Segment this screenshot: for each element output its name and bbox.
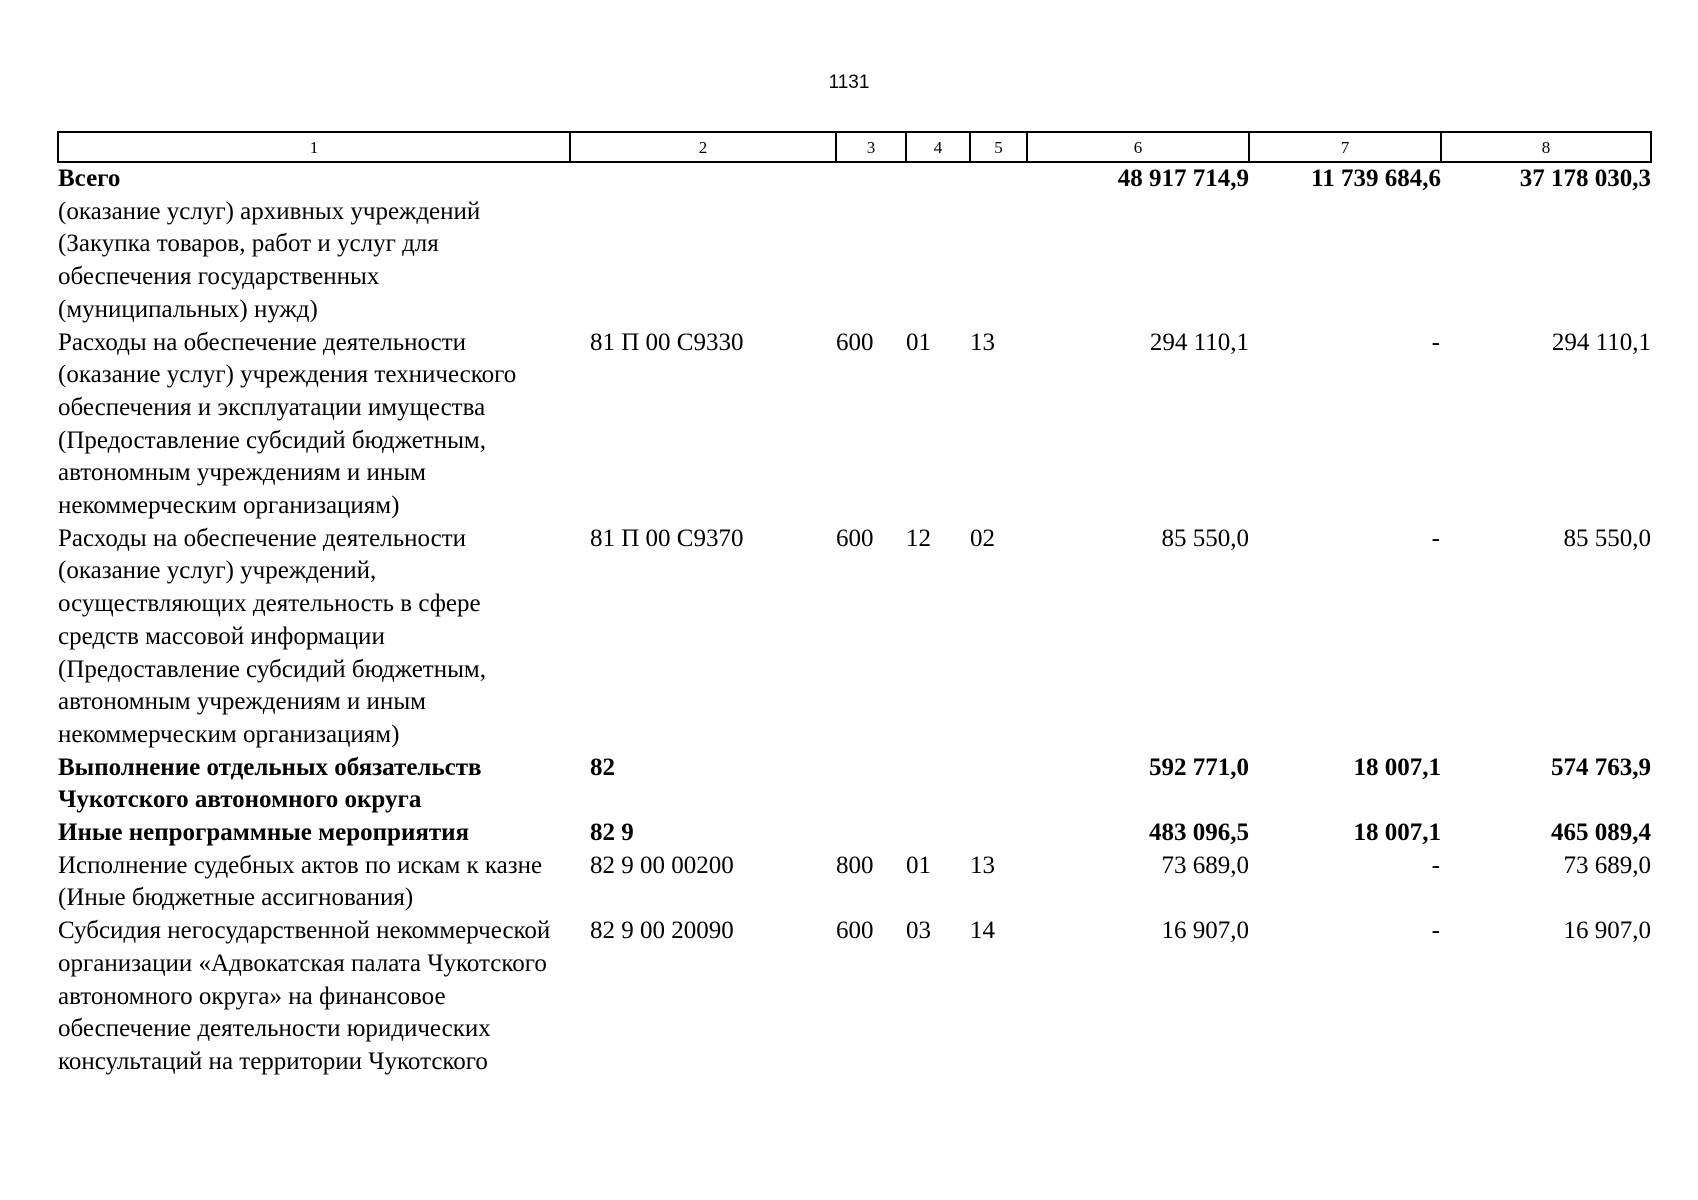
row-col8: 85 550,0 <box>1563 524 1651 552</box>
row-col5 <box>970 162 1027 196</box>
row-col5 <box>970 196 1027 327</box>
table-row <box>58 915 1651 1079</box>
row-col3: 600 <box>836 917 874 945</box>
header-row <box>58 132 1651 162</box>
table-row-section <box>58 752 1651 817</box>
row-col5: 13 <box>970 328 995 356</box>
row-total: 483 096,5 <box>1149 819 1249 847</box>
header-cell-7: 7 <box>1249 132 1441 162</box>
row-col7: 11 739 684,6 <box>1311 165 1441 192</box>
row-col3 <box>836 752 906 817</box>
row-total: 73 689,0 <box>1161 851 1249 879</box>
row-total: 16 907,0 <box>1161 917 1249 945</box>
header-cell-1: 1 <box>58 132 570 162</box>
row-total <box>1027 196 1249 327</box>
row-code: 82 9 <box>590 819 634 847</box>
row-col7: - <box>1431 851 1440 879</box>
row-name: Расходы на обеспечение деятельности (оказание услуг) учреждений, осуществляющих деятельность в сфере средств массовой информации (Предоставление субсидий бюджетным, автономным учреждениям и иным некоммерческим организациям) <box>58 524 486 748</box>
row-name: Исполнение судебных актов по искам к казне (Иные бюджетные ассигнования) <box>58 851 543 912</box>
table-row <box>58 196 1651 327</box>
header-cell-2: 2 <box>570 132 836 162</box>
row-col4 <box>906 752 970 817</box>
row-code <box>570 196 836 327</box>
row-name: Иные непрограммные мероприятия <box>58 819 470 847</box>
row-col8: 73 689,0 <box>1563 851 1651 879</box>
row-total: 85 550,0 <box>1161 524 1249 552</box>
row-col7: - <box>1431 328 1440 356</box>
row-col3 <box>836 196 906 327</box>
row-name: Всего <box>58 165 121 192</box>
row-code: 82 9 00 00200 <box>590 851 734 879</box>
page-number: 1131 <box>828 72 870 93</box>
row-code <box>570 162 836 196</box>
row-col4 <box>906 162 970 196</box>
row-col7: 18 007,1 <box>1353 753 1441 781</box>
row-name: Субсидия негосударственной некоммерческой организации «Адвокатская палата Чукотского автономного округа» на финансовое обеспечение деятельности юридических консультаций на территории Чукотского <box>58 917 551 1075</box>
row-col4 <box>906 817 970 850</box>
row-col8: 574 763,9 <box>1551 753 1651 781</box>
row-col4: 12 <box>906 524 931 552</box>
header-cell-3: 3 <box>836 132 906 162</box>
row-code: 81 П 00 С9330 <box>590 328 744 356</box>
table-row-section <box>58 817 1651 850</box>
row-code: 82 <box>590 753 615 781</box>
row-col5: 13 <box>970 851 995 879</box>
row-col7 <box>1249 196 1441 327</box>
row-col8: 465 089,4 <box>1551 819 1651 847</box>
row-total: 592 771,0 <box>1149 753 1249 781</box>
header-cell-5: 5 <box>970 132 1027 162</box>
table-row <box>58 327 1651 523</box>
row-col5: 14 <box>970 917 995 945</box>
table-header <box>58 132 1651 162</box>
row-code: 81 П 00 С9370 <box>590 524 744 552</box>
row-total: 48 917 714,9 <box>1117 165 1249 192</box>
row-code: 82 9 00 20090 <box>590 917 734 945</box>
row-col5: 02 <box>970 524 995 552</box>
row-col8 <box>1441 196 1651 327</box>
row-col7: - <box>1431 524 1440 552</box>
row-col4 <box>906 196 970 327</box>
header-cell-6: 6 <box>1027 132 1249 162</box>
row-col8: 37 178 030,3 <box>1519 165 1651 192</box>
table-row <box>58 850 1651 915</box>
header-cell-4: 4 <box>906 132 970 162</box>
row-col7: 18 007,1 <box>1353 819 1441 847</box>
row-col3: 600 <box>836 524 874 552</box>
row-col4: 01 <box>906 851 931 879</box>
row-col4: 01 <box>906 328 931 356</box>
budget-table <box>57 131 1652 1079</box>
row-col3 <box>836 162 906 196</box>
table-row <box>58 523 1651 752</box>
row-name: Расходы на обеспечение деятельности (оказание услуг) учреждения технического обеспечения и эксплуатации имущества (Предоставление субсидий бюджетным, автономным учреждениям и иным некоммерческим организациям) <box>58 328 517 520</box>
row-total: 294 110,1 <box>1149 328 1249 356</box>
row-col8: 294 110,1 <box>1551 328 1651 356</box>
table-body <box>58 162 1651 1079</box>
row-col4: 03 <box>906 917 931 945</box>
row-name: (оказание услуг) архивных учреждений (Закупка товаров, работ и услуг для обеспечения государственных (муниципальных) нужд) <box>58 197 481 323</box>
row-col8: 16 907,0 <box>1563 917 1651 945</box>
row-col3 <box>836 817 906 850</box>
row-col7: - <box>1431 917 1440 945</box>
table-row-total <box>58 162 1651 196</box>
row-col5 <box>970 817 1027 850</box>
row-col3: 600 <box>836 328 874 356</box>
row-col3: 800 <box>836 851 874 879</box>
header-cell-8: 8 <box>1441 132 1651 162</box>
row-name: Выполнение отдельных обязательств Чукотского автономного округа <box>58 753 482 814</box>
row-col5 <box>970 752 1027 817</box>
